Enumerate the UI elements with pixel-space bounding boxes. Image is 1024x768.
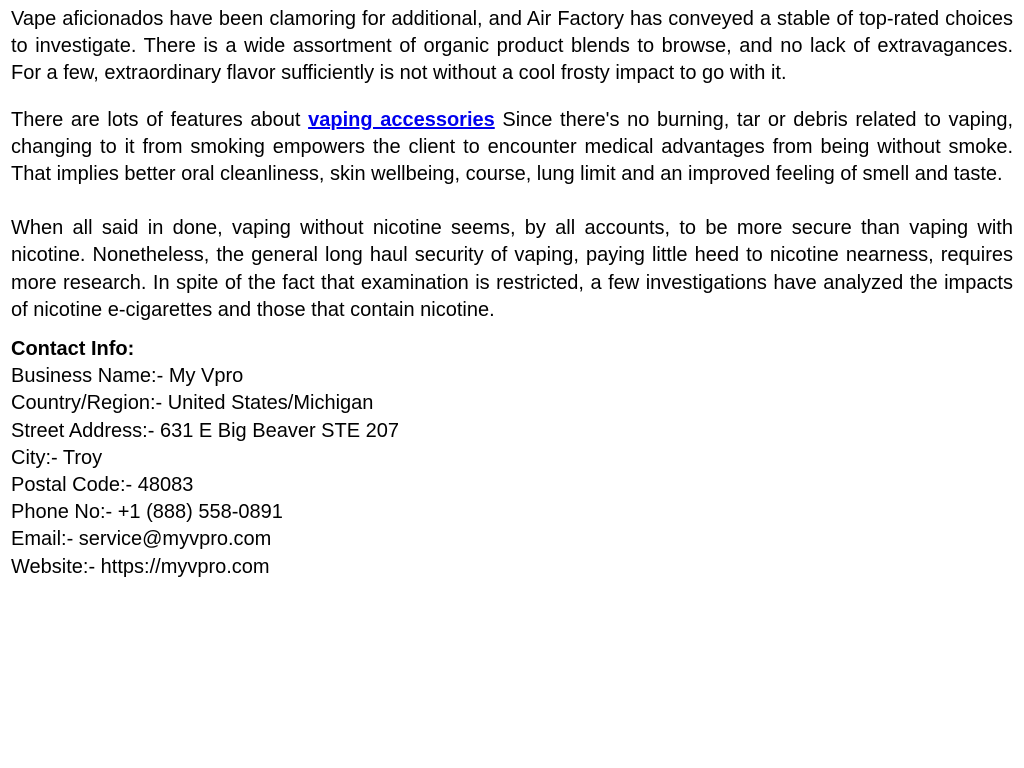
- contact-website: Website:- https://myvpro.com: [11, 555, 270, 578]
- contact-street-address: Street Address:- 631 E Big Beaver STE 207: [11, 419, 399, 442]
- contact-phone: Phone No:- +1 (888) 558-0891: [11, 501, 283, 524]
- contact-postal-code: Postal Code:- 48083: [11, 474, 194, 497]
- vaping-accessories-link[interactable]: vaping accessories: [308, 108, 495, 131]
- paragraph-features-text-before: There are lots of features about: [11, 108, 309, 131]
- paragraph-nicotine: When all said in done, vaping without nicotine seems, by all accounts, to be more secure than vaping with nicotine. Nonetheless, the general long haul security of vaping, paying little heed to nicotine nearness, requires more research. In spite of the fact that examination is restricted, a few investigations have analyzed the impacts of nicotine e-cigarettes and those that contain nicotine.: [11, 217, 1013, 321]
- contact-info-title: Contact Info:: [11, 338, 135, 361]
- paragraph-features: [11, 107, 1013, 189]
- contact-info-block: [11, 336, 1013, 581]
- paragraph-intro: Vape aficionados have been clamoring for additional, and Air Factory has conveyed a stable of top-rated choices to investigate. There is a wide assortment of organic product blends to browse, and no lack of extravagances. For a few, extraordinary flavor sufficiently is not without a cool frosty impact to go with it.: [11, 8, 1013, 85]
- contact-email: Email:- service@myvpro.com: [11, 528, 272, 551]
- contact-business-name: Business Name:- My Vpro: [11, 365, 244, 388]
- contact-country-region: Country/Region:- United States/Michigan: [11, 392, 374, 415]
- contact-city: City:- Troy: [11, 446, 103, 469]
- paragraph-features-text-after: Since there's no burning, tar or debris related to vaping, changing to it from smoking empowers the client to encounter medical advantages from being without smoke. That implies better oral cleanliness, skin wellbeing, course, lung limit and an improved feeling of smell and taste.: [11, 108, 1014, 186]
